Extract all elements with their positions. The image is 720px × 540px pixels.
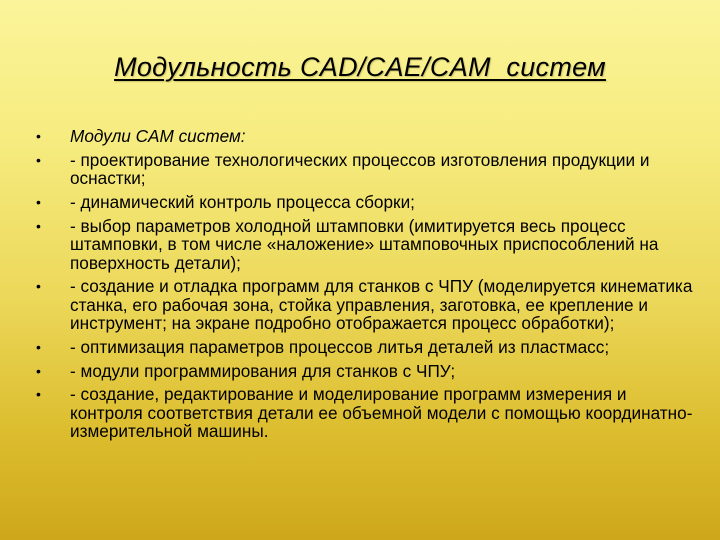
bullet-item (36, 217, 696, 273)
bullet-icon: • (36, 151, 41, 168)
bullet-icon: • (36, 217, 41, 234)
bullet-item (36, 127, 696, 146)
bullet-icon: • (36, 278, 41, 295)
bullet-item (36, 277, 696, 333)
bullet-text: - выбор параметров холодной штамповки (имитируется весь процесс штамповки, в том числе «наложение» штамповочных приспособлений на поверхность детали); (70, 215, 659, 273)
bullet-text: - модули программирования для станков с ЧПУ; (70, 360, 456, 381)
slide-title: Модульность CAD/CAE/CAM систем (114, 52, 606, 82)
bullet-icon: • (36, 362, 41, 379)
bullet-text: - динамический контроль процесса сборки; (70, 191, 415, 212)
bullet-text: - оптимизация параметров процессов литья деталей из пластмасс; (70, 336, 610, 357)
bullet-text: - создание, редактирование и моделирование программ измерения и контроля соответствия детали ее объемной модели с помощью координатно-измерительной машины. (70, 384, 693, 442)
bullet-icon: • (36, 338, 41, 355)
bullet-icon: • (36, 386, 41, 403)
bullet-item (36, 151, 696, 188)
bullet-icon: • (36, 128, 41, 144)
bullet-list (36, 127, 696, 446)
bullet-text: - создание и отладка программ для станков с ЧПУ (моделируется кинематика станка, его рабочая зона, стойка управления, заготовка, ее крепление и инструмент; на экране подробно отображается процесс обработки); (70, 276, 693, 334)
bullet-item (36, 193, 696, 212)
bullet-item (36, 338, 696, 357)
bullet-icon: • (36, 193, 41, 210)
bullet-text: Модули CAM систем: (70, 126, 246, 146)
bullet-item (36, 362, 696, 381)
bullet-text: - проектирование технологических процессов изготовления продукции и оснастки; (70, 149, 650, 189)
bullet-item (36, 385, 696, 441)
